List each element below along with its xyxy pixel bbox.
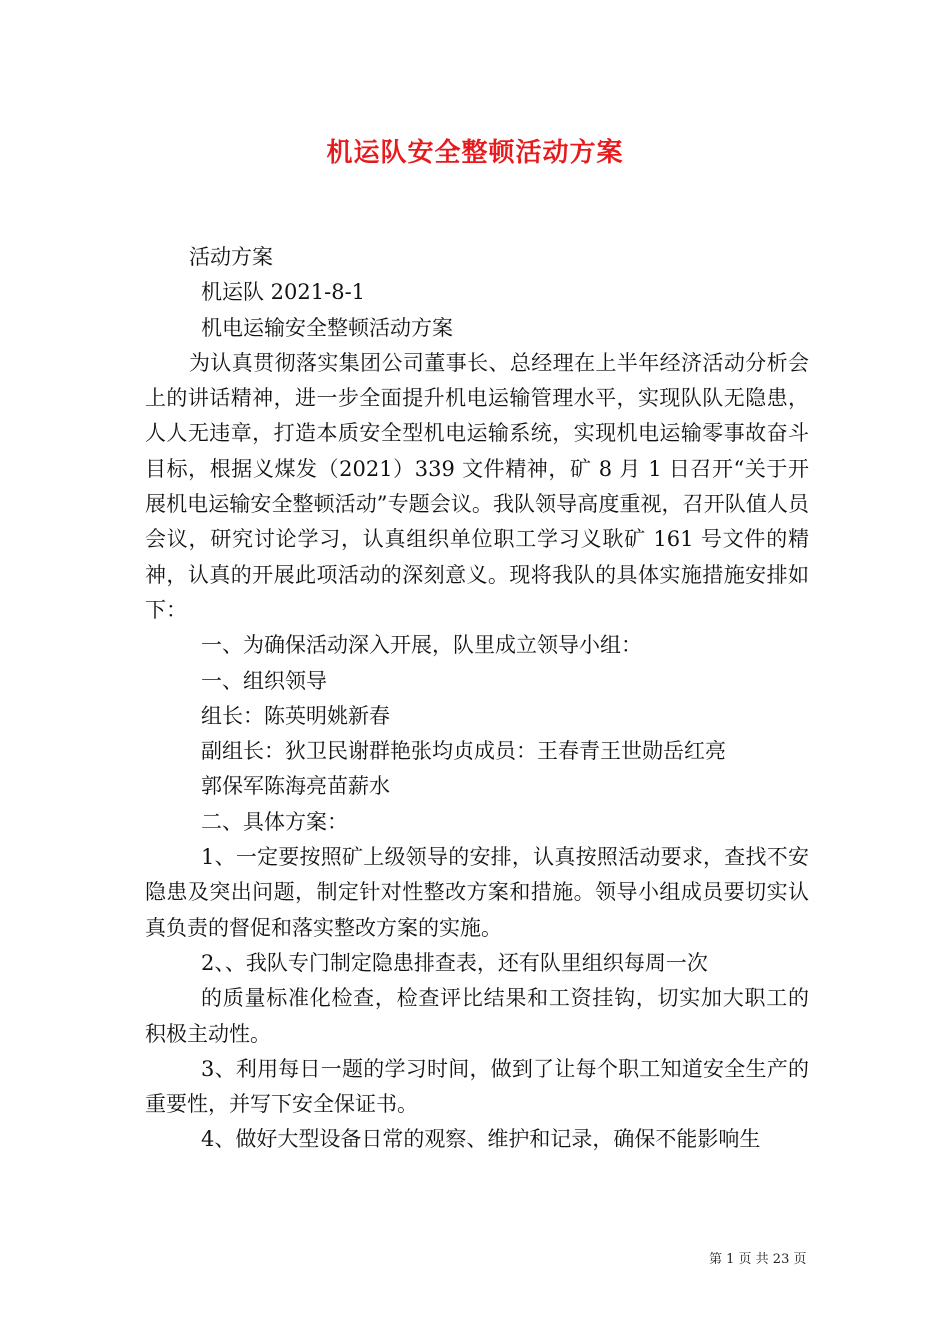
paragraph: 一、组织领导 [201,668,327,693]
paragraph: 的质量标准化检查，检查评比结果和工资挂钩，切实加大职工的积极主动性。 [145,986,809,1046]
paragraph: 3、利用每日一题的学习时间，做到了让每个职工知道安全生产的重要性，并写下安全保证书。 [145,1056,809,1117]
paragraph: 机运队 2021-8-1 [201,280,366,305]
document-title: 机运队安全整顿活动方案 [326,138,624,168]
paragraph: 为认真贯彻落实集团公司董事长、总经理在上半年经济活动分析会上的讲话精神，进一步全面提升机电运输管理水平，实现队队无隐患，人人无违章，打造本质安全型机电运输系统，实现机电运输零事故奋斗目标，根据义煤发（2021）339 文件精神，矿 8 月 1 日召开“关于开展机电运输安全整顿活动”专题会议。我队领导高度重视，召开队值人员会议，研究讨论学习，认真组织单位职工学习义耿矿 161 号文件的精神，认真的开展此项活动的深刻意义。现将我队的具体实施措施安排如下： [145,350,809,622]
paragraph: 活动方案 [189,245,273,269]
page-number: 第 1 页 共 23 页 [709,1252,807,1267]
paragraph: 2、、我队专门制定隐患排查表，还有队里组织每周一次 [201,950,708,975]
paragraph: 机电运输安全整顿活动方案 [201,315,453,340]
paragraph: 4、做好大型设备日常的观察、维护和记录，确保不能影响生 [201,1127,761,1152]
paragraph: 二、具体方案： [201,809,348,834]
paragraph: 副组长：狄卫民谢群艳张均贞成员：王春青王世勋岳红亮 [201,739,726,764]
paragraph: 组长：陈英明姚新春 [201,703,390,728]
paragraph: 郭保军陈海亮苗薪水 [201,774,390,799]
paragraph: 一、为确保活动深入开展，队里成立领导小组： [201,633,642,658]
paragraph: 1、一定要按照矿上级领导的安排，认真按照活动要求，查找不安隐患及突出问题，制定针对性整改方案和措施。领导小组成员要切实认真负责的督促和落实整改方案的实施。 [145,845,809,940]
document-body [145,240,809,1158]
